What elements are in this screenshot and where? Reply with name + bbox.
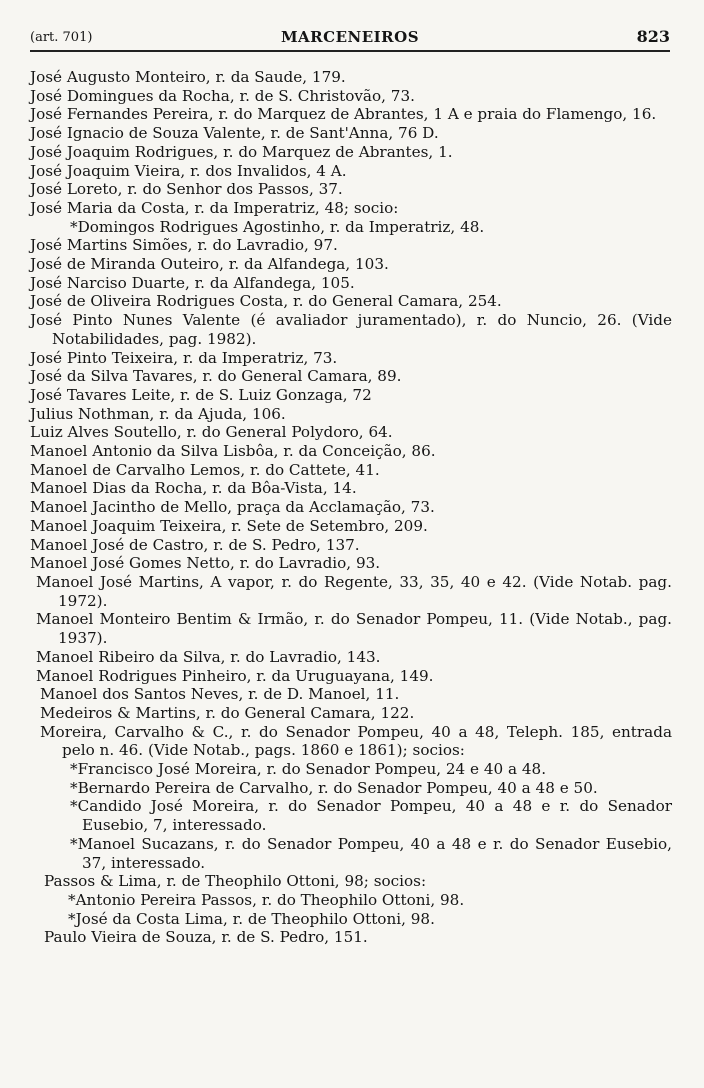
partner-entry: *Bernardo Pereira de Carvalho, r. do Senador Pompeu, 40 a 48 e 50. [70,778,598,797]
directory-entry: José de Oliveira Rodrigues Costa, r. do General Camara, 254. [30,292,502,311]
directory-entry: José Domingues da Rocha, r. de S. Christovão, 73. [30,86,415,105]
directory-entry: Manoel Ribeiro da Silva, r. do Lavradio, 143. [36,647,381,666]
section-title: MARCENEIROS [280,28,420,46]
partner-entry: *Francisco José Moreira, r. do Senador Pompeu, 24 e 40 a 48. [70,760,547,779]
directory-entry: Paulo Vieira de Souza, r. de S. Pedro, 151. [44,928,368,947]
page-header [30,24,670,52]
partner-entry: *José da Costa Lima, r. de Theophilo Ottoni, 98. [68,909,435,928]
directory-entry: Manoel Joaquim Teixeira, r. Sete de Setembro, 209. [30,516,428,535]
directory-entry: Manoel Rodrigues Pinheiro, r. da Uruguayana, 149. [36,666,434,685]
directory-entry: José Fernandes Pereira, r. do Marquez de Abrantes, 1 A e praia do Flamengo, 16. [30,105,657,124]
page-number: 823 [636,27,670,46]
directory-entry: Julius Nothman, r. da Ajuda, 106. [30,404,286,423]
directory-entry: Medeiros & Martins, r. do General Camara, 122. [40,703,415,722]
directory-entry: José Pinto Nunes Valente (é avaliador juramentado), r. do Nuncio, 26. (Vide Notabilidades, pag. 1982). [30,311,672,348]
partner-entry: *Antonio Pereira Passos, r. do Theophilo Ottoni, 98. [68,890,465,909]
directory-entry: Manoel José Martins, A vapor, r. do Regente, 33, 35, 40 e 42. (Vide Notab. pag. 1972). [36,572,672,610]
directory-entry: José de Miranda Outeiro, r. da Alfandega, 103. [30,255,389,274]
directory-entry: José Joaquim Rodrigues, r. do Marquez de Abrantes, 1. [30,142,453,161]
header-rule [30,50,670,52]
directory-entry: Manoel de Carvalho Lemos, r. do Cattete, 41. [30,460,380,479]
directory-entry: José Joaquim Vieira, r. dos Invalidos, 4 A. [30,161,347,180]
directory-entry: José Augusto Monteiro, r. da Saude, 179. [30,68,346,86]
directory-list [30,68,672,947]
directory-entry: José Martins Simões, r. do Lavradio, 97. [30,236,338,255]
directory-entry: José Ignacio de Souza Valente, r. de Sant'Anna, 76 D. [30,124,439,143]
directory-entry: Manoel José de Castro, r. de S. Pedro, 137. [30,535,360,554]
directory-entry: Manoel Dias da Rocha, r. da Bôa-Vista, 14. [30,479,357,498]
directory-entry: José Tavares Leite, r. de S. Luiz Gonzaga, 72 [30,385,372,404]
directory-entry: Passos & Lima, r. de Theophilo Ottoni, 98; socios: [44,872,427,891]
directory-entry: Manoel dos Santos Neves, r. de D. Manoel, 11. [40,685,400,704]
partner-entry: *Manoel Sucazans, r. do Senador Pompeu, 40 a 48 e r. do Senador Eusebio, 37, interessado. [70,834,672,872]
directory-entry: Manoel Jacintho de Mello, praça da Acclamação, 73. [30,498,435,517]
partner-entry: *Domingos Rodrigues Agostinho, r. da Imperatriz, 48. [70,217,485,236]
partner-entry: *Candido José Moreira, r. do Senador Pompeu, 40 a 48 e r. do Senador Eusebio, 7, interessado. [70,797,672,835]
directory-entry: Moreira, Carvalho & C., r. do Senador Pompeu, 40 a 48, Teleph. 185, entrada pelo n. 46. (Vide Notab., pags. 1860 e 1861); socios: [40,722,672,760]
directory-entry: Manoel Antonio da Silva Lisbôa, r. da Conceição, 86. [30,442,436,461]
directory-entry: José Narciso Duarte, r. da Alfandega, 105. [30,273,355,292]
directory-entry: José da Silva Tavares, r. do General Camara, 89. [30,367,402,386]
article-reference: (art. 701) [30,30,93,45]
directory-entry: José Maria da Costa, r. da Imperatriz, 48; socio: [30,198,399,217]
directory-entry: José Pinto Teixeira, r. da Imperatriz, 73. [30,348,338,367]
directory-entry: Luiz Alves Soutello, r. do General Polydoro, 64. [30,423,393,442]
directory-entry: José Loreto, r. do Senhor dos Passos, 37. [30,180,343,199]
directory-entry: Manoel José Gomes Netto, r. do Lavradio, 93. [30,554,381,573]
directory-entry: Manoel Monteiro Bentim & Irmão, r. do Senador Pompeu, 11. (Vide Notab., pag. 1937). [36,610,672,648]
